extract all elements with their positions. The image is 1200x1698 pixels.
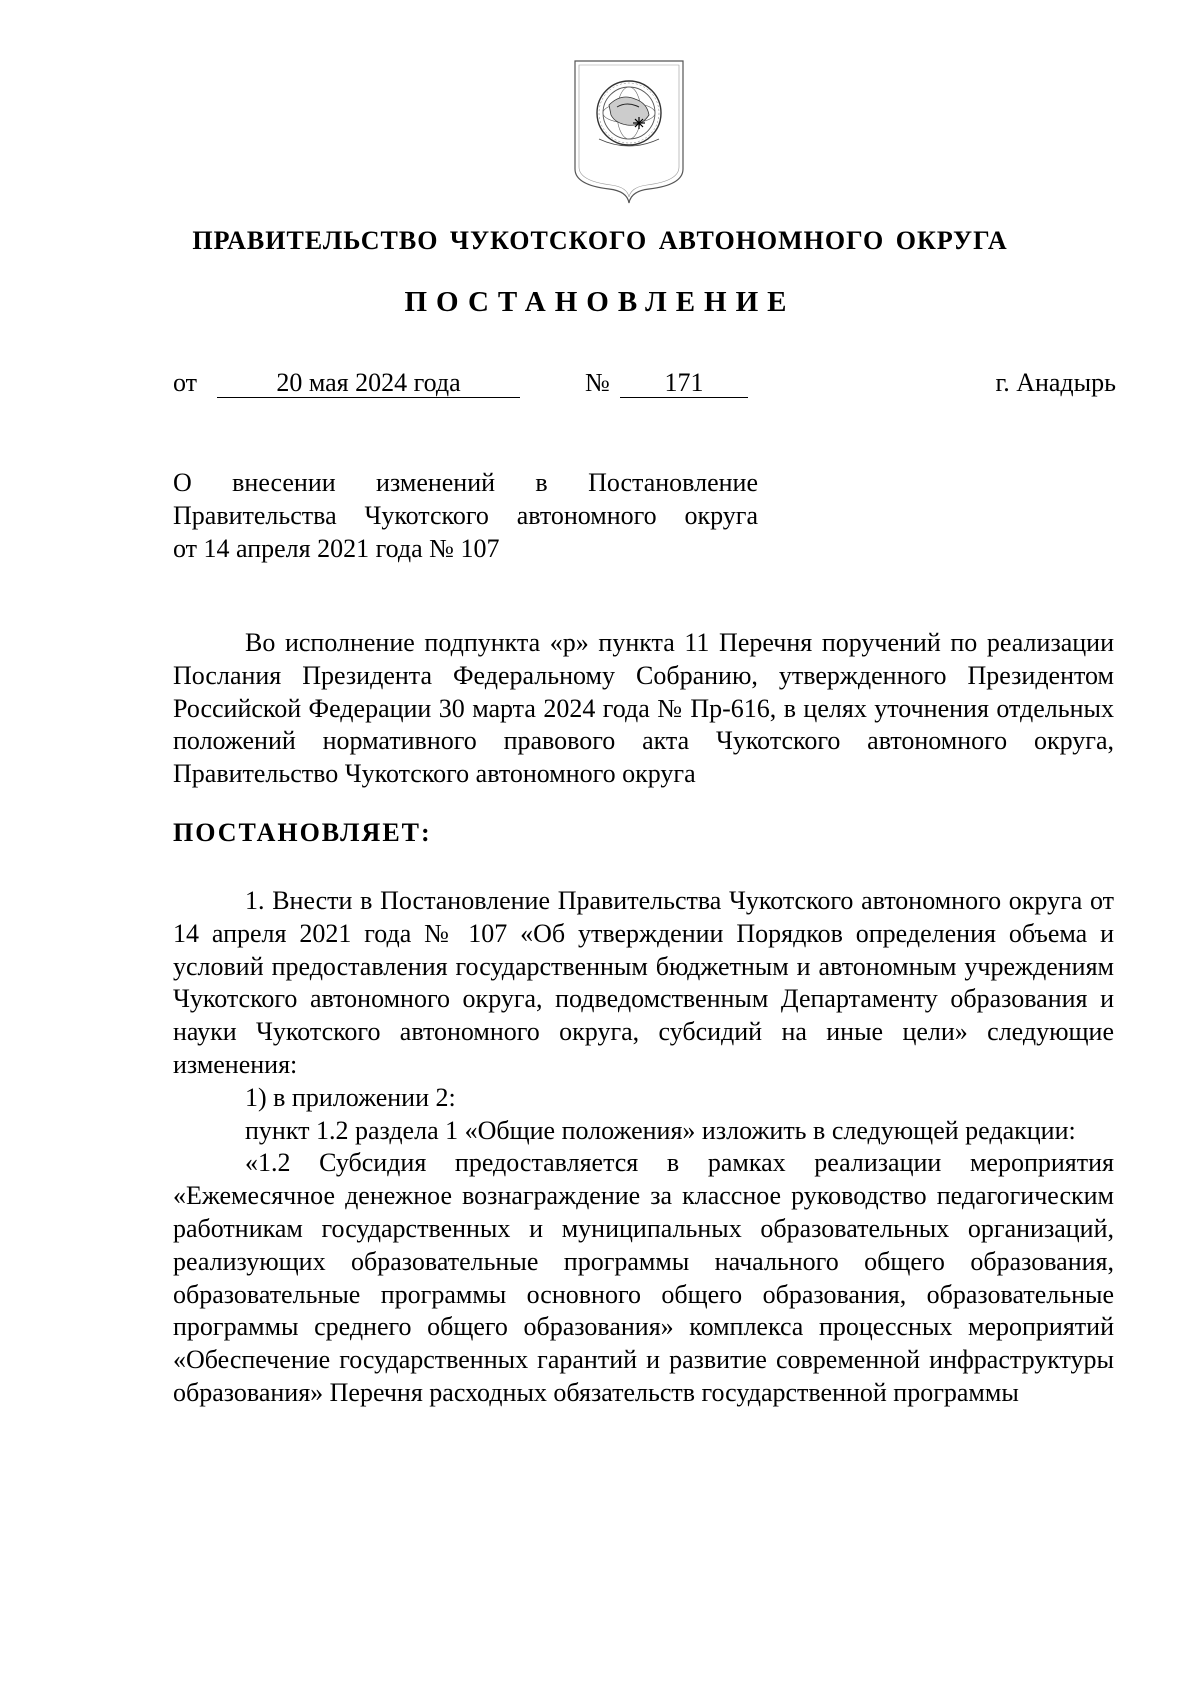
subject-line: от 14 апреля 2021 года № 107 [173,534,500,563]
document-type-title: ПОСТАНОВЛЕНИЕ [404,286,796,318]
city: г. Анадырь [995,368,1116,397]
body-paragraph: пункт 1.2 раздела 1 «Общие положения» изложить в следующей редакции: [245,1115,1076,1145]
body-paragraph: 1. Внести в Постановление Правительства Чукотского автономного округа от 14 апреля 2021 года № 107 «Об утверждении Порядков определения объема и условий предоставления государственным бюджетным и автономным учреждениям Чукотского автономного округа, подведомственным Департаменту образования и науки Чукотского автономного округа, субсидий на иные цели» следующие изменения: [173,886,1114,1079]
document-subject [173,466,758,565]
resolution-body [173,885,1114,1410]
body-paragraph: 1) в приложении 2: [245,1082,456,1112]
document-number: 171 [620,369,748,398]
date-field [217,368,520,398]
organization-title: ПРАВИТЕЛЬСТВО ЧУКОТСКОГО АВТОНОМНОГО ОКРУГА [192,226,1008,255]
preamble-paragraph: Во исполнение подпункта «р» пункта 11 Перечня поручений по реализации Послания Президента Федеральному Собранию, утвержденного Президентом Российской Федерации 30 марта 2024 года № Пр-616, в целях уточнения отдельных положений нормативного правового акта Чукотского автономного округа, Правительство Чукотского автономного округа [173,628,1114,789]
body-paragraph: «1.2 Субсидия предоставляется в рамках реализации мероприятия «Ежемесячное денежное вознаграждение за классное руководство педагогическим работникам государственных и муниципальных образовательных организаций, реализующих образовательные программы начального общего образования, образовательные программы основного общего образования, образовательные программы среднего общего образования» комплекса процессных мероприятий «Обеспечение государственных гарантий и развитие современной инфраструктуры образования» Перечня расходных обязательств государственной программы [173,1148,1114,1407]
resolves-heading: ПОСТАНОВЛЯЕТ: [173,818,432,847]
subject-line: Правительства Чукотского автономного округа [173,501,758,530]
preamble-block [173,627,1114,791]
coat-of-arms-emblem [569,57,689,205]
date-prefix: от [173,368,198,397]
subject-line: О внесении изменений в Постановление [173,468,758,497]
number-field [620,368,748,398]
document-date: 20 мая 2024 года [217,369,520,398]
number-prefix: № [585,368,610,397]
